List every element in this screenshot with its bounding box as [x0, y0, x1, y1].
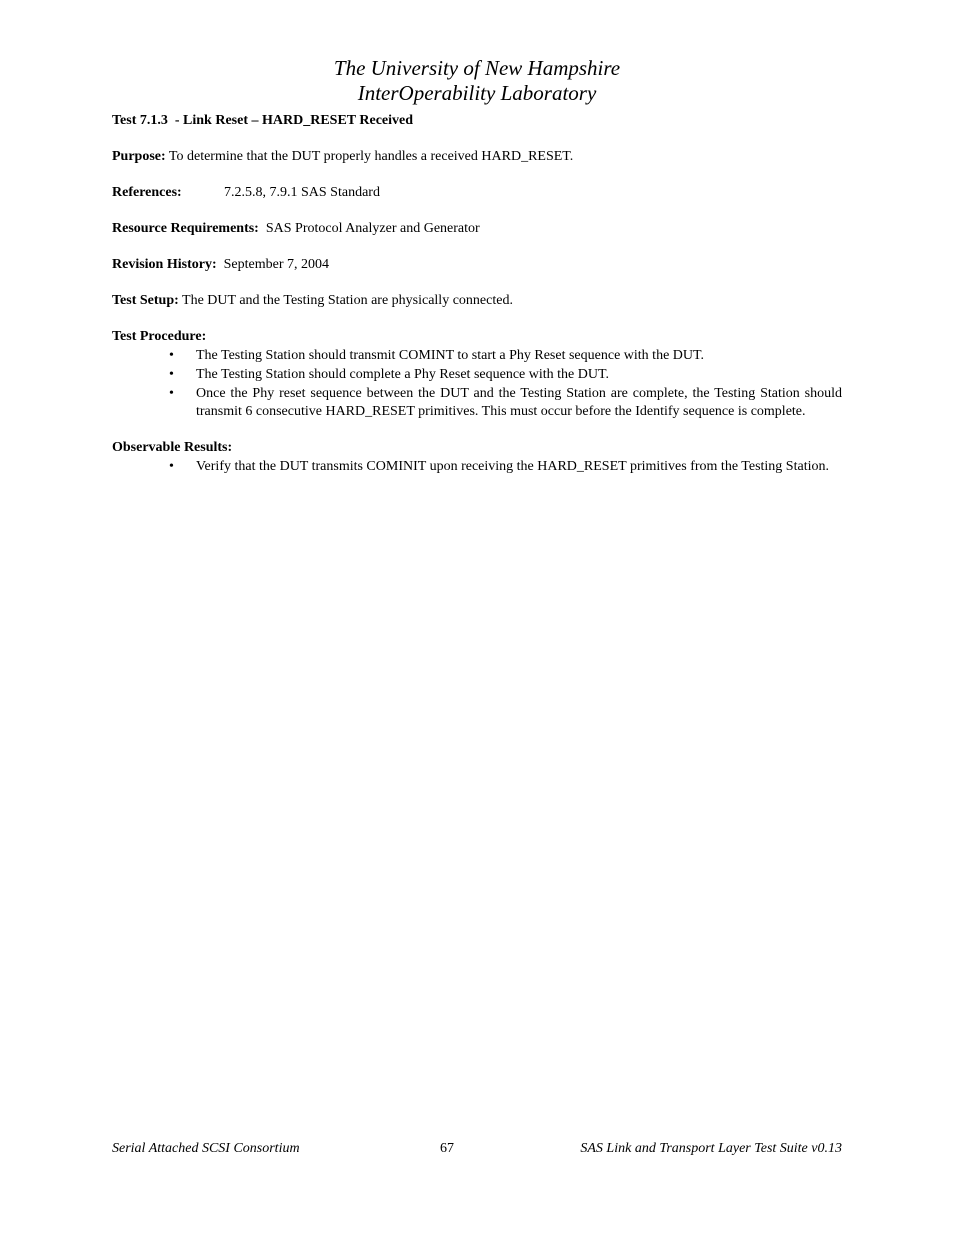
bullet-icon: • [169, 386, 174, 401]
list-item [112, 385, 842, 421]
setup-label: Test Setup: [112, 293, 179, 308]
bullet-icon: • [169, 348, 174, 363]
page-footer [112, 1140, 842, 1160]
resources-field [112, 220, 842, 238]
revision-field [112, 256, 842, 274]
references-text: 7.2.5.8, 7.9.1 SAS Standard [224, 185, 380, 200]
purpose-text: To determine that the DUT properly handles a received HARD_RESET. [165, 149, 574, 164]
list-item [112, 347, 842, 365]
list-item [112, 458, 842, 476]
procedure-heading: Test Procedure: [112, 329, 207, 344]
procedure-step-1: The Testing Station should transmit COMINT to start a Phy Reset sequence with the DUT. [196, 348, 705, 363]
references-label: References: [112, 185, 182, 200]
setup-text: The DUT and the Testing Station are physically connected. [178, 293, 513, 308]
header-lab: InterOperability Laboratory [357, 81, 597, 105]
revision-label: Revision History: [112, 257, 217, 272]
setup-field [112, 292, 842, 310]
bullet-icon: • [169, 367, 174, 382]
results-heading: Observable Results: [112, 440, 233, 455]
results-list [112, 458, 842, 476]
procedure-step-3: Once the Phy reset sequence between the DUT and the Testing Station are complete, the Testing Station should transmit 6 consecutive HARD_RESET primitives. This must occur before the Identify sequence is complete. [196, 386, 842, 419]
resources-text: SAS Protocol Analyzer and Generator [258, 221, 480, 236]
document-body [112, 112, 842, 477]
page-number: 67 [440, 1141, 454, 1156]
resources-label: Resource Requirements: [112, 221, 259, 236]
list-item [112, 366, 842, 384]
footer-suite-title: SAS Link and Transport Layer Test Suite v0.13 [580, 1141, 842, 1156]
header-institution: The University of New Hampshire [333, 56, 621, 80]
result-item-1: Verify that the DUT transmits COMINIT upon receiving the HARD_RESET primitives from the Testing Station. [196, 459, 829, 474]
procedure-step-2: The Testing Station should complete a Phy Reset sequence with the DUT. [196, 367, 609, 382]
purpose-label: Purpose: [112, 149, 166, 164]
test-title: Test 7.1.3 - Link Reset – HARD_RESET Received [112, 113, 414, 128]
page-header [0, 56, 954, 106]
purpose-field [112, 148, 842, 166]
procedure-list [112, 347, 842, 421]
references-field [112, 184, 842, 202]
footer-consortium: Serial Attached SCSI Consortium [112, 1141, 300, 1156]
revision-text: September 7, 2004 [216, 257, 329, 272]
bullet-icon: • [169, 459, 174, 474]
